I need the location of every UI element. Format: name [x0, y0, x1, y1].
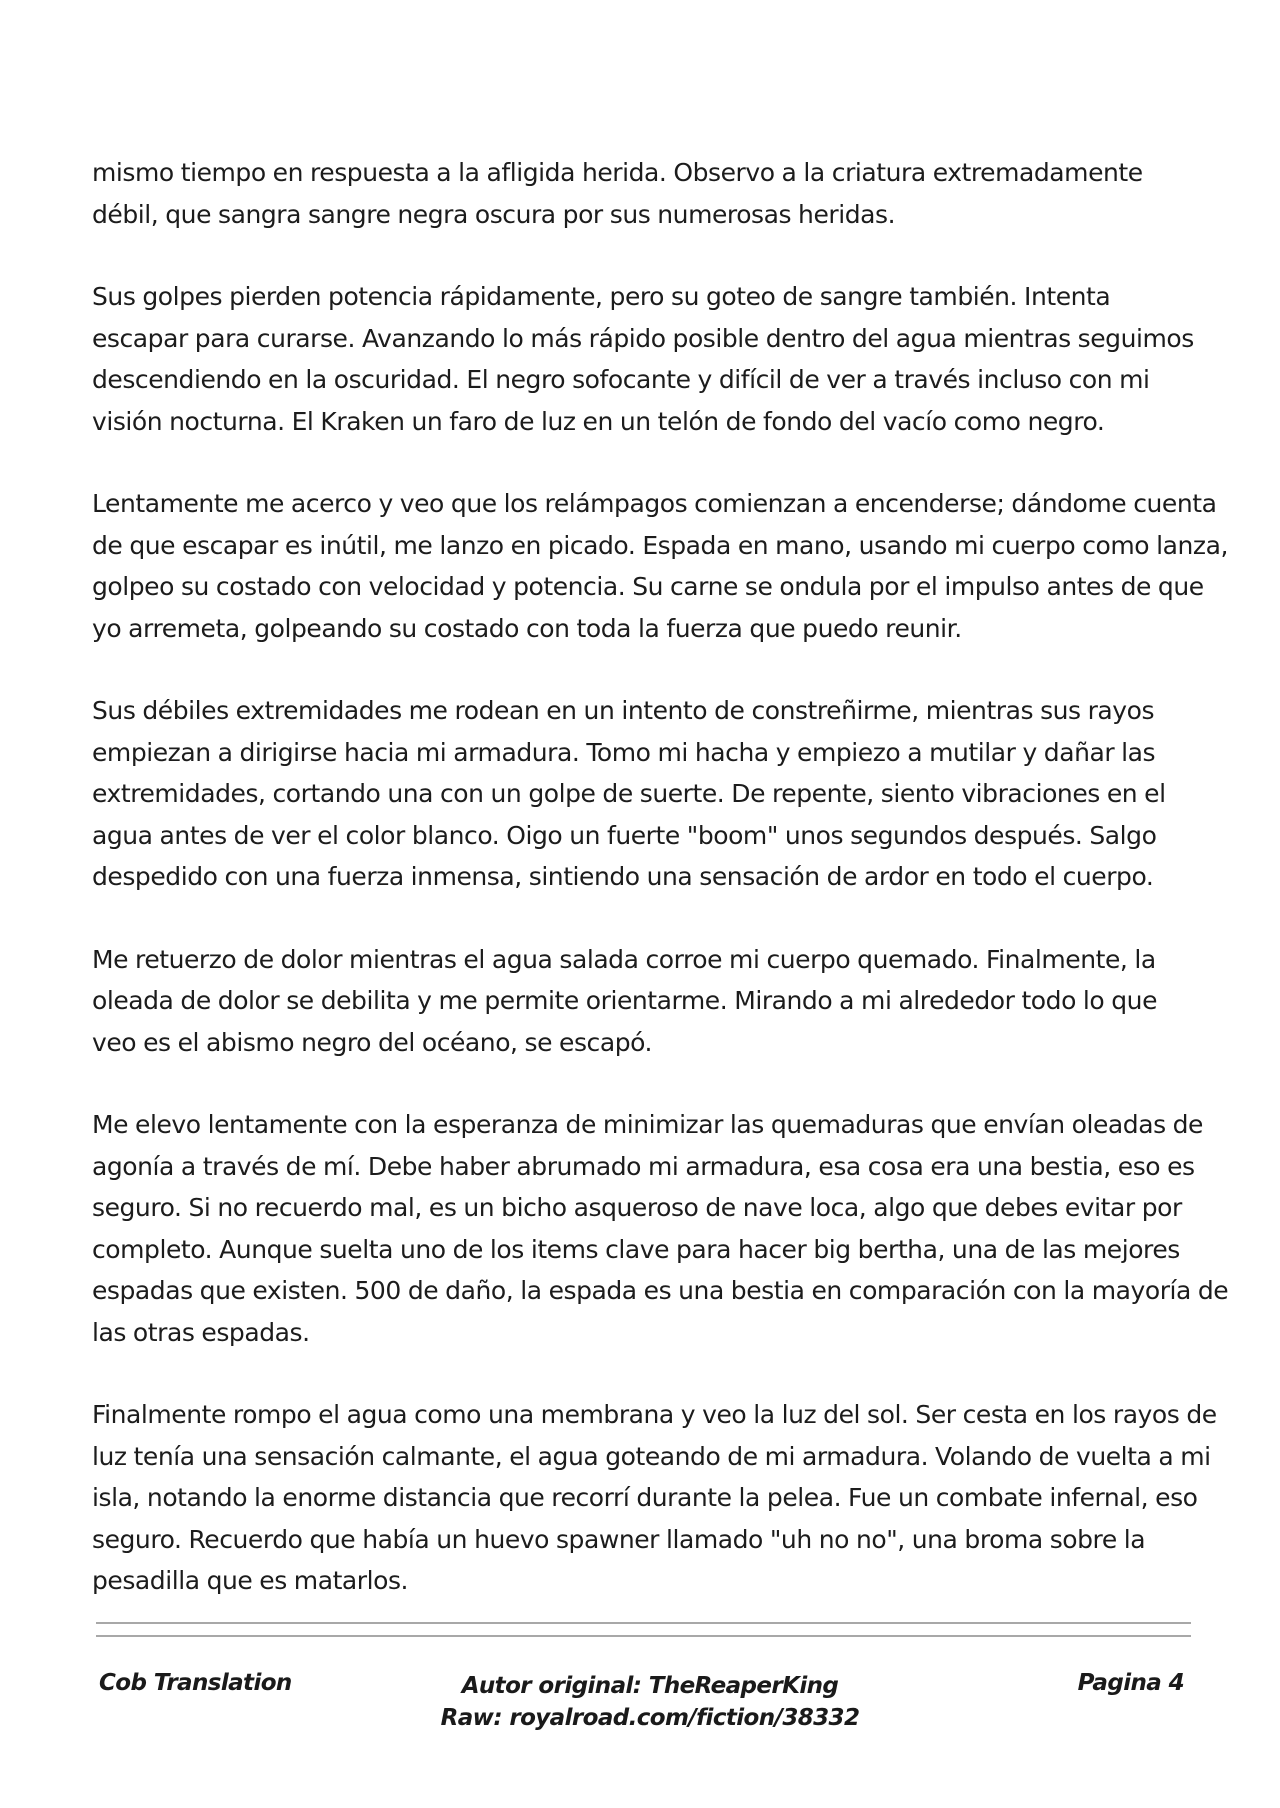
footer-translator: Cob Translation [99, 1670, 292, 1696]
text-line: extremidades, cortando una con un golpe de suerte. De repente, siento vibraciones en el [92, 779, 1166, 808]
text-line: agonía a través de mí. Debe haber abrumado mi armadura, esa cosa era una bestia, eso es [92, 1151, 1195, 1181]
text-line: Me elevo lentamente con la esperanza de minimizar las quemaduras que envían oleadas de [92, 1110, 1203, 1139]
text-line: completo. Aunque suelta uno de los items clave para hacer big bertha, una de las mejores [92, 1234, 1180, 1264]
paragraph [92, 152, 1202, 235]
text-line: descendiendo en la oscuridad. El negro sofocante y difícil de ver a través incluso con mi [92, 365, 1150, 394]
text-line: golpeo su costado con velocidad y potencia. Su carne se ondula por el impulso antes de que [92, 572, 1204, 601]
text-line: seguro. Si no recuerdo mal, es un bicho asqueroso de nave loca, algo que debes evitar por [92, 1193, 1182, 1222]
text-line: Finalmente rompo el agua como una membrana y veo la luz del sol. Ser cesta en los rayos de [92, 1400, 1217, 1429]
footer-divider-top [96, 1622, 1191, 1624]
footer-page-number: Pagina 4 [1077, 1670, 1184, 1696]
text-line: escapar para curarse. Avanzando lo más rápido posible dentro del agua mientras seguimos [92, 323, 1194, 353]
paragraph [92, 276, 1202, 442]
paragraph [92, 690, 1202, 898]
footer-divider-bottom [96, 1635, 1191, 1637]
body-text [92, 152, 1229, 1643]
text-line: mismo tiempo en respuesta a la afligida herida. Observo a la criatura extremadamente [92, 158, 1143, 187]
text-line: despedido con una fuerza inmensa, sintiendo una sensación de ardor en todo el cuerpo. [92, 862, 1154, 891]
text-line: Lentamente me acerco y veo que los relámpagos comienzan a encenderse; dándome cuenta [92, 489, 1217, 518]
text-line: agua antes de ver el color blanco. Oigo un fuerte "boom" unos segundos después. Salgo [92, 820, 1157, 850]
text-line: isla, notando la enorme distancia que recorrí durante la pelea. Fue un combate infernal, eso [92, 1483, 1198, 1512]
text-line: pesadilla que es matarlos. [92, 1566, 409, 1595]
text-line: de que escapar es inútil, me lanzo en picado. Espada en mano, usando mi cuerpo como lanza, [92, 530, 1228, 560]
text-line: débil, que sangra sangre negra oscura por sus numerosas heridas. [92, 199, 896, 229]
text-line: Sus débiles extremidades me rodean en un intento de constreñirme, mientras sus rayos [92, 696, 1155, 725]
footer-author: Autor original: TheReaperKing [461, 1673, 839, 1699]
text-line: veo es el abismo negro del océano, se escapó. [92, 1027, 653, 1057]
text-line: luz tenía una sensación calmante, el agua goteando de mi armadura. Volando de vuelta a mi [92, 1441, 1211, 1471]
text-line: yo arremeta, golpeando su costado con toda la fuerza que puedo reunir. [92, 613, 962, 643]
paragraph [92, 483, 1228, 649]
paragraph [92, 1394, 1217, 1602]
text-line: empiezan a dirigirse hacia mi armadura. Tomo mi hacha y empiezo a mutilar y dañar las [92, 737, 1156, 767]
text-line: Sus golpes pierden potencia rápidamente, pero su goteo de sangre también. Intenta [92, 282, 1111, 311]
text-line: espadas que existen. 500 de daño, la espada es una bestia en comparación con la mayoría de [92, 1276, 1229, 1305]
paragraph [92, 1104, 1229, 1353]
footer-credits [440, 1670, 860, 1734]
text-line: oleada de dolor se debilita y me permite orientarme. Mirando a mi alrededor todo lo que [92, 986, 1157, 1015]
text-line: las otras espadas. [92, 1317, 310, 1347]
footer-raw-source: Raw: royalroad.com/fiction/38332 [440, 1705, 860, 1731]
paragraph [92, 939, 1202, 1064]
text-line: Me retuerzo de dolor mientras el agua salada corroe mi cuerpo quemado. Finalmente, la [92, 944, 1156, 974]
text-line: seguro. Recuerdo que había un huevo spawner llamado "uh no no", una broma sobre la [92, 1524, 1146, 1554]
text-line: visión nocturna. El Kraken un faro de luz en un telón de fondo del vacío como negro. [92, 406, 1105, 436]
